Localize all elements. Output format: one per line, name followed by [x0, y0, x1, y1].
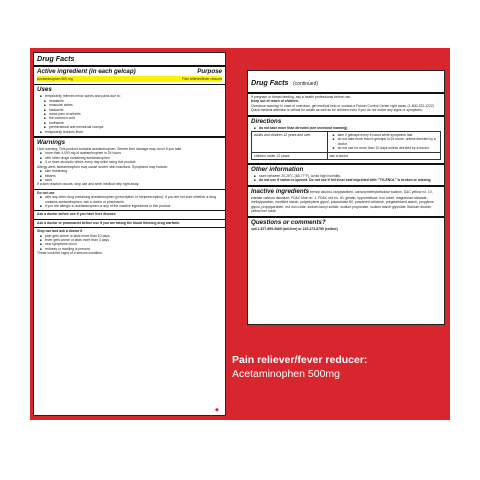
keep-out-of-reach: Keep out of reach of children.	[251, 99, 299, 104]
uses-item: ■ the common cold	[37, 116, 222, 120]
drug-facts-left-panel	[33, 52, 226, 416]
liver-warning: Liver warning: This product contains acetaminophen. Severe liver damage may occur if you take	[37, 147, 182, 152]
uses-item: ■ headache	[37, 99, 222, 103]
drug-facts-title: Drug Facts	[37, 54, 75, 63]
drug-facts-continued-label: (continued)	[293, 81, 319, 87]
adults-label: adults and children 12 years and over	[252, 132, 328, 153]
purpose-header: Purpose	[197, 68, 222, 75]
active-ingredient-value: Acetaminophen 500 mg	[37, 77, 73, 81]
tagline-subtitle: Acetaminophen 500mg	[232, 368, 340, 380]
do-not-use-section	[34, 190, 225, 212]
drug-facts-title-continued: Drug Facts	[251, 78, 289, 87]
directions-title: Directions	[251, 117, 282, 125]
allergy-alert: Allergy alert: acetaminophen may cause severe skin reactions. Symptoms may include:	[37, 164, 168, 169]
uses-item: ■ muscular aches	[37, 103, 222, 107]
active-ingredient-section	[34, 67, 225, 85]
drug-facts-right-panel	[247, 70, 445, 325]
uses-item: ■ premenstrual and menstrual cramps	[37, 125, 222, 129]
active-ingredient-header: Active ingredient (in each gelcap)	[37, 68, 136, 75]
drug-facts-header	[34, 53, 225, 67]
inactive-ingredients-title: Inactive ingredients	[251, 187, 310, 195]
other-item: ■ do not use if carton is opened. Do not use if foil inner seal imprinted with "TYLENOL" is broken or missing	[251, 178, 441, 182]
ask-pharmacist-section	[34, 220, 225, 228]
directions-note: ■ do not take more than directed (see overdose warning)	[251, 126, 441, 130]
allergy-item: ■ blisters	[37, 174, 222, 178]
stop-use-item: ■ redness or swelling is present	[37, 247, 222, 251]
table-row	[252, 152, 441, 159]
directions-section	[248, 117, 444, 165]
stop-use-item: ■ new symptoms occur	[37, 242, 222, 246]
ask-doctor: Ask a doctor before use if you have liver disease	[37, 212, 116, 217]
table-row	[252, 132, 441, 153]
questions-text: call 1-877-895-3665 (toll-free) or 215-273-8755 (collect)	[251, 226, 338, 231]
questions-section	[248, 218, 444, 232]
liver-item: ■ 3 or more alcoholic drinks every day while using this product	[37, 160, 222, 164]
do-not-use-title: Do not use	[37, 190, 55, 195]
do-not-use-item: ■ with any other drug containing acetaminophen (prescription or nonprescription). If you are not sure whether a drug contains acetaminophen, ask a doctor or pharmacist.	[37, 195, 222, 204]
uses-item: ■ toothache	[37, 121, 222, 125]
warnings-title: Warnings	[37, 139, 66, 147]
other-information-section	[248, 165, 444, 187]
children-label: children under 12 years	[252, 152, 328, 159]
stop-use-item: ■ fever gets worse or lasts more than 3 days	[37, 238, 222, 242]
allergy-item: ■ skin reddening	[37, 169, 222, 173]
liver-item: ■ with other drugs containing acetaminophen	[37, 156, 222, 160]
tagline-title: Pain reliever/fever reducer:	[232, 354, 368, 366]
questions-title: Questions or comments?	[251, 218, 326, 226]
pregnancy-section	[248, 94, 444, 117]
warnings-section	[34, 138, 225, 190]
other-item: ■ store between 20-25°C (68-77°F). Avoid high humidity.	[251, 174, 441, 178]
uses-item: ■ minor pain of arthritis	[37, 112, 222, 116]
uses-item: ■ backache	[37, 108, 222, 112]
adults-directions	[327, 132, 440, 153]
other-information-title: Other information	[251, 166, 304, 174]
uses-last: ■ temporarily reduces fever	[37, 130, 222, 134]
purpose-value: Pain reliever/fever reducer	[182, 77, 222, 81]
inactive-ingredients-text: benzyl alcohol, butylparaben, carboxymethylcellulose sodium, D&C yellow no. 10, edetate calcium disodium, FD&C blue no. 1, FD&C red no. 40, gelatin, hypromellose, iron oxide, magnesium stearate, methylparaben, modified starch, polyethylene glycol, polysorbate 80, powdered cellulose, pregelatinized starch, propylene glycol, propylparaben, red iron oxide, sodium lauryl sulfate, sodium propionate, sodium starch glycolate, titanium dioxide, yellow iron oxide	[251, 189, 434, 214]
directions-table	[251, 131, 441, 160]
stop-use-section	[34, 228, 225, 256]
ask-doctor-section	[34, 211, 225, 219]
allergy-item: ■ rash	[37, 178, 222, 182]
stop-use-item: ■ pain gets worse or lasts more than 10 days	[37, 234, 222, 238]
drug-facts-continued-header	[248, 71, 444, 94]
uses-intro: ■ temporarily relieves minor aches and pains due to:	[37, 94, 222, 98]
stop-use-note: These could be signs of a serious condition.	[37, 251, 103, 256]
diamond-icon: ◆	[215, 407, 219, 413]
children-directions: ask a doctor	[327, 152, 440, 159]
uses-section	[34, 85, 225, 138]
do-not-use-item: ■ if you are allergic to acetaminophen or any of the inactive ingredients in this product	[37, 204, 222, 208]
inactive-ingredients-section	[248, 187, 444, 218]
adults-item: ■ do not take more than 6 gelcaps in 24 hours, unless directed by a doctor	[330, 137, 438, 146]
adults-item: ■ do not use for more than 10 days unless directed by a doctor	[330, 146, 438, 150]
adults-item: ■ take 2 gelcaps every 6 hours while symptoms last	[330, 133, 438, 137]
allergy-note: If a skin reaction occurs, stop use and seek medical help right away.	[37, 182, 140, 187]
ask-pharmacist: Ask a doctor or pharmacist before use if you are taking the blood thinning drug warfarin.	[37, 220, 180, 225]
pregnant-warning: If pregnant or breast-feeding, ask a health professional before use.	[251, 95, 352, 99]
liver-item: ■ more than 4,000 mg of acetaminophen in 24 hours	[37, 151, 222, 155]
stop-use-title: Stop use and ask a doctor if	[37, 229, 83, 234]
overdose-warning: Overdose warning: In case of overdose, get medical help or contact a Poison Control Center right away. (1-800-222-1222) Quick medical attention is critical for adults as well as for children even if you do not notice any signs or symptoms.	[251, 103, 434, 113]
uses-title: Uses	[37, 86, 52, 94]
